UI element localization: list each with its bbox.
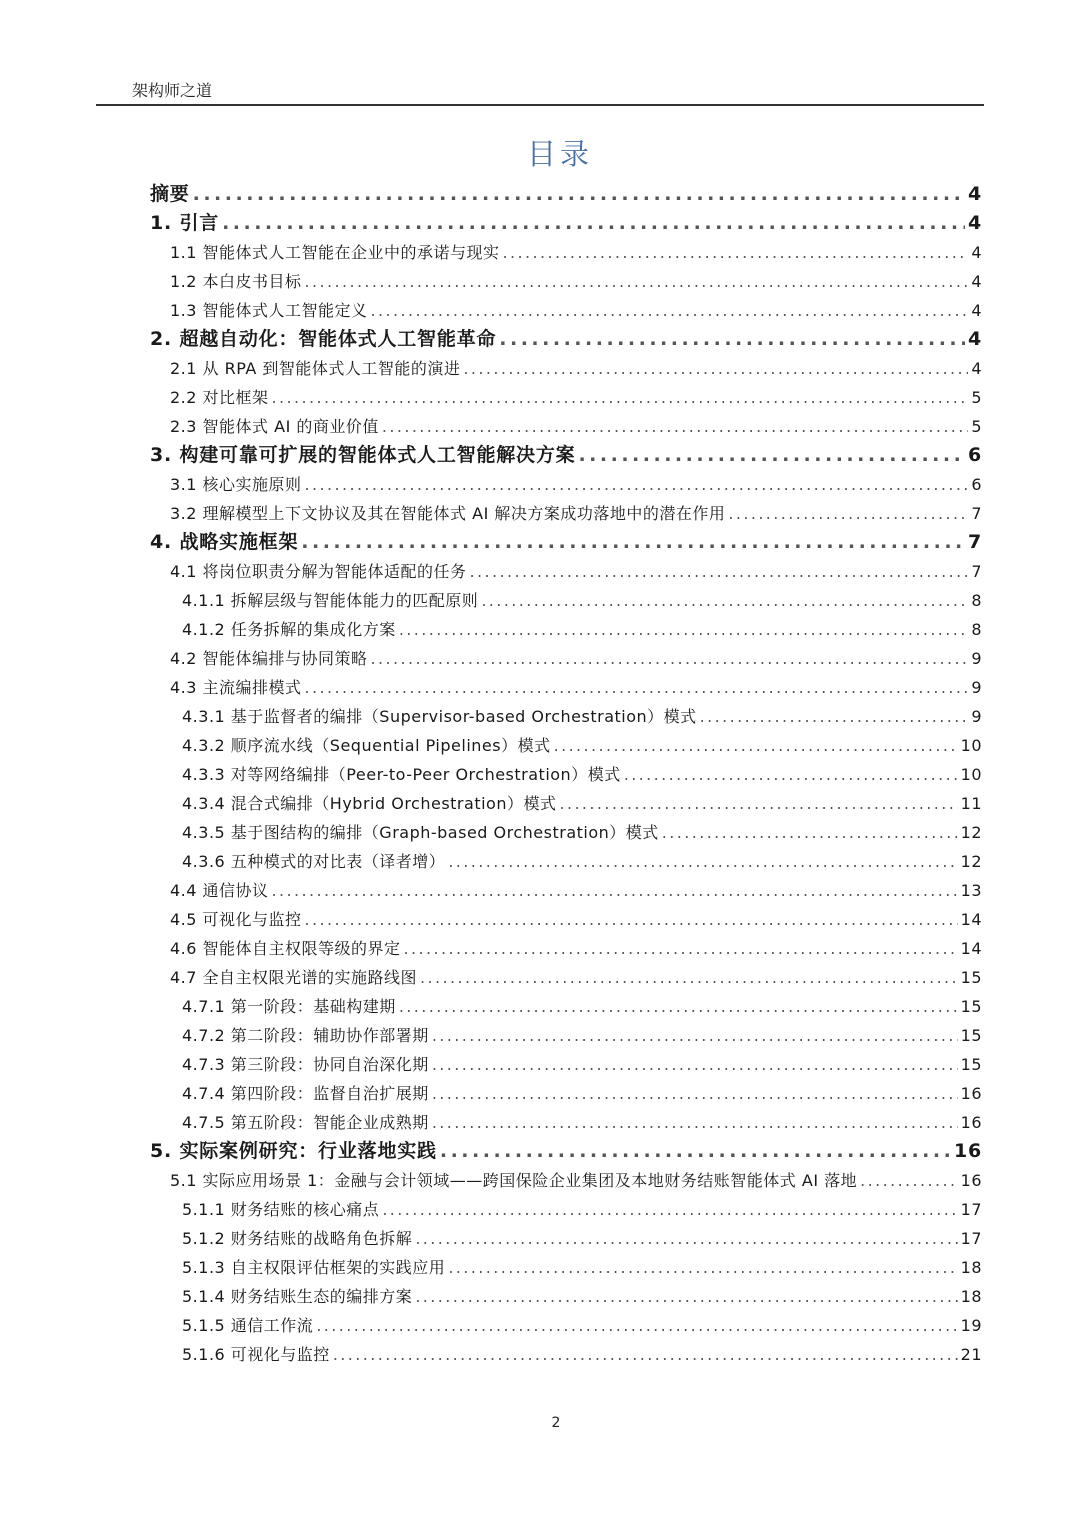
- toc-dot-leader: [404, 934, 958, 963]
- toc-entry-page: 17: [960, 1229, 982, 1248]
- toc-entry[interactable]: [182, 847, 982, 876]
- toc-dot-leader: [272, 876, 958, 905]
- toc-entry-page: 10: [960, 736, 982, 755]
- toc-entry-title: 4.3 主流编排模式: [170, 678, 302, 697]
- toc-dot-leader: [305, 905, 958, 934]
- toc-entry-page: 8: [971, 591, 982, 610]
- toc-dot-leader: [301, 528, 965, 557]
- toc-entry-title: 3.2 理解模型上下文协议及其在智能体式 AI 解决方案成功落地中的潜在作用: [170, 504, 726, 523]
- toc-entry[interactable]: [150, 209, 982, 238]
- toc-entry-title: 5. 实际案例研究：行业落地实践: [150, 1140, 437, 1162]
- toc-entry-page: 16: [960, 1171, 982, 1190]
- toc-entry[interactable]: [182, 1253, 982, 1282]
- toc-dot-leader: [420, 963, 958, 992]
- toc-entry[interactable]: [182, 731, 982, 760]
- toc-dot-leader: [448, 1253, 957, 1282]
- toc-entry[interactable]: [170, 267, 982, 296]
- toc-entry[interactable]: [150, 325, 982, 354]
- toc-dot-leader: [481, 586, 968, 615]
- toc-dot-leader: [860, 1166, 958, 1195]
- toc-entry-page: 16: [953, 1140, 982, 1162]
- toc-entry-title: 4.6 智能体自主权限等级的界定: [170, 939, 401, 958]
- toc-entry[interactable]: [170, 1166, 982, 1195]
- toc-entry[interactable]: [170, 876, 982, 905]
- toc-entry-title: 4.4 通信协议: [170, 881, 269, 900]
- toc-entry-title: 5.1 实际应用场景 1：金融与会计领域——跨国保险企业集团及本地财务结账智能体式 AI 落地: [170, 1171, 858, 1190]
- toc-dot-leader: [222, 209, 965, 238]
- toc-entry-page: 15: [960, 997, 982, 1016]
- toc-dot-leader: [316, 1311, 957, 1340]
- toc-entry-title: 4.3.5 基于图结构的编排（Graph-based Orchestration）模式: [182, 823, 659, 842]
- toc-entry-page: 13: [960, 881, 982, 900]
- toc-entry-title: 4.1.2 任务拆解的集成化方案: [182, 620, 396, 639]
- toc-entry-title: 4.7.5 第五阶段：智能企业成熟期: [182, 1113, 429, 1132]
- toc-entry[interactable]: [182, 760, 982, 789]
- toc-entry-title: 1.1 智能体式人工智能在企业中的承诺与现实: [170, 243, 500, 262]
- toc-entry-page: 7: [971, 504, 982, 523]
- toc-entry[interactable]: [170, 905, 982, 934]
- toc-entry-page: 4: [967, 328, 982, 350]
- toc-dot-leader: [415, 1282, 957, 1311]
- toc-dot-leader: [193, 180, 965, 209]
- toc-entry[interactable]: [150, 528, 982, 557]
- toc-entry-title: 4.3.3 对等网络编排（Peer-to-Peer Orchestration）模式: [182, 765, 621, 784]
- toc-entry[interactable]: [170, 470, 982, 499]
- toc-entry-page: 7: [971, 562, 982, 581]
- toc-entry[interactable]: [182, 1079, 982, 1108]
- toc-entry-page: 15: [960, 968, 982, 987]
- toc-dot-leader: [503, 238, 969, 267]
- toc-entry-title: 4.7.3 第三阶段：协同自治深化期: [182, 1055, 429, 1074]
- toc-dot-leader: [399, 992, 958, 1021]
- toc-dot-leader: [470, 557, 969, 586]
- toc-entry-page: 11: [960, 794, 982, 813]
- toc-dot-leader: [700, 702, 969, 731]
- toc-entry-page: 17: [960, 1200, 982, 1219]
- toc-dot-leader: [371, 296, 969, 325]
- toc-entry-page: 7: [967, 531, 982, 553]
- toc-dot-leader: [371, 644, 969, 673]
- toc-dot-leader: [559, 789, 957, 818]
- toc-entry-page: 18: [960, 1287, 982, 1306]
- toc-dot-leader: [432, 1079, 958, 1108]
- toc-entry-title: 3.1 核心实施原则: [170, 475, 302, 494]
- toc-entry-page: 12: [960, 823, 982, 842]
- toc-dot-leader: [305, 673, 969, 702]
- toc-entry-title: 4.7 全自主权限光谱的实施路线图: [170, 968, 418, 987]
- header-title: 架构师之道: [132, 81, 213, 100]
- toc-entry-title: 4.1 将岗位职责分解为智能体适配的任务: [170, 562, 467, 581]
- toc-entry-title: 2.1 从 RPA 到智能体式人工智能的演进: [170, 359, 461, 378]
- toc-entry[interactable]: [150, 180, 982, 209]
- toc-entry-title: 5.1.1 财务结账的核心痛点: [182, 1200, 380, 1219]
- toc-dot-leader: [499, 325, 965, 354]
- toc-dot-leader: [578, 441, 965, 470]
- toc-entry[interactable]: [170, 673, 982, 702]
- toc-entry-page: 9: [971, 678, 982, 697]
- toc-entry[interactable]: [170, 644, 982, 673]
- toc-title: 目录: [526, 137, 593, 171]
- toc-entry[interactable]: [170, 296, 982, 325]
- toc-dot-leader: [624, 760, 958, 789]
- toc-entry-title: 4.3.4 混合式编排（Hybrid Orchestration）模式: [182, 794, 557, 813]
- toc-entry-page: 5: [971, 388, 982, 407]
- toc-entry[interactable]: [170, 412, 982, 441]
- page-header: [96, 70, 984, 106]
- toc-entry-title: 4. 战略实施框架: [150, 531, 299, 553]
- page-number: 2: [551, 1415, 561, 1431]
- toc-entry[interactable]: [182, 615, 982, 644]
- toc-entry-page: 8: [971, 620, 982, 639]
- toc-entry-title: 2. 超越自动化：智能体式人工智能革命: [150, 328, 497, 350]
- toc-entry-title: 1. 引言: [150, 212, 220, 234]
- toc-entry-page: 5: [971, 417, 982, 436]
- toc-entry[interactable]: [182, 702, 982, 731]
- toc-entry-title: 4.7.4 第四阶段：监督自治扩展期: [182, 1084, 429, 1103]
- toc-dot-leader: [382, 412, 968, 441]
- toc-entry[interactable]: [170, 383, 982, 412]
- toc-entry-page: 6: [967, 444, 982, 466]
- toc-entry-title: 4.7.2 第二阶段：辅助协作部署期: [182, 1026, 429, 1045]
- toc-entry-page: 16: [960, 1084, 982, 1103]
- toc-entry[interactable]: [182, 992, 982, 1021]
- toc-entry[interactable]: [182, 1195, 982, 1224]
- toc-entry-page: 19: [960, 1316, 982, 1335]
- toc-dot-leader: [432, 1021, 958, 1050]
- toc-dot-leader: [305, 267, 969, 296]
- toc-entry-title: 5.1.4 财务结账生态的编排方案: [182, 1287, 413, 1306]
- toc-entry-page: 9: [971, 707, 982, 726]
- toc-dot-leader: [554, 731, 958, 760]
- toc-entry-page: 4: [967, 212, 982, 234]
- toc-dot-leader: [728, 499, 968, 528]
- toc-entry-page: 12: [960, 852, 982, 871]
- toc-dot-leader: [333, 1340, 958, 1369]
- toc-entry-page: 15: [960, 1026, 982, 1045]
- toc-entry[interactable]: [150, 1137, 982, 1166]
- toc-entry-page: 21: [960, 1345, 982, 1364]
- toc-entry[interactable]: [182, 818, 982, 847]
- toc-dot-leader: [272, 383, 969, 412]
- toc-dot-leader: [432, 1050, 958, 1079]
- toc-entry-title: 3. 构建可靠可扩展的智能体式人工智能解决方案: [150, 444, 576, 466]
- toc-entry-page: 16: [960, 1113, 982, 1132]
- toc-entry-page: 4: [971, 272, 982, 291]
- toc-dot-leader: [463, 354, 968, 383]
- toc-dot-leader: [415, 1224, 957, 1253]
- toc-entry-page: 18: [960, 1258, 982, 1277]
- toc-entry-page: 15: [960, 1055, 982, 1074]
- toc-entry-page: 6: [971, 475, 982, 494]
- toc-entry-page: 14: [960, 939, 982, 958]
- toc-entry-title: 4.3.1 基于监督者的编排（Supervisor-based Orchestration）模式: [182, 707, 697, 726]
- toc-entry[interactable]: [182, 789, 982, 818]
- toc-dot-leader: [662, 818, 958, 847]
- toc-dot-leader: [305, 470, 969, 499]
- toc-dot-leader: [432, 1108, 958, 1137]
- toc-entry-title: 4.5 可视化与监控: [170, 910, 302, 929]
- toc-entry[interactable]: [170, 934, 982, 963]
- toc-entry-page: 4: [967, 183, 982, 205]
- toc-entry-title: 1.3 智能体式人工智能定义: [170, 301, 368, 320]
- toc-entry[interactable]: [170, 557, 982, 586]
- toc-entry[interactable]: [170, 499, 982, 528]
- toc-entry-page: 4: [971, 359, 982, 378]
- toc-dot-leader: [448, 847, 957, 876]
- toc-entry[interactable]: [182, 1108, 982, 1137]
- toc-entry-page: 10: [960, 765, 982, 784]
- toc-entry-title: 4.7.1 第一阶段：基础构建期: [182, 997, 396, 1016]
- toc-entry[interactable]: [170, 354, 982, 383]
- toc-entry[interactable]: [182, 1340, 982, 1369]
- toc-entry-title: 5.1.6 可视化与监控: [182, 1345, 330, 1364]
- toc-entry-page: 4: [971, 243, 982, 262]
- toc-entry[interactable]: [182, 1050, 982, 1079]
- toc-entry[interactable]: [170, 238, 982, 267]
- toc-dot-leader: [440, 1137, 951, 1166]
- toc-entry-title: 摘要: [150, 183, 190, 205]
- toc-entry-page: 4: [971, 301, 982, 320]
- toc-entry[interactable]: [182, 1021, 982, 1050]
- toc-entry[interactable]: [182, 1224, 982, 1253]
- toc-entry-title: 5.1.5 通信工作流: [182, 1316, 314, 1335]
- toc-dot-leader: [382, 1195, 957, 1224]
- toc-entry-title: 2.2 对比框架: [170, 388, 269, 407]
- toc-entry-title: 4.2 智能体编排与协同策略: [170, 649, 368, 668]
- toc-entry[interactable]: [182, 1311, 982, 1340]
- toc-entry-page: 14: [960, 910, 982, 929]
- toc-entry-page: 9: [971, 649, 982, 668]
- toc-entry-title: 1.2 本白皮书目标: [170, 272, 302, 291]
- toc-entry-title: 4.3.2 顺序流水线（Sequential Pipelines）模式: [182, 736, 551, 755]
- toc-dot-leader: [399, 615, 969, 644]
- toc-entry-title: 4.3.6 五种模式的对比表（译者增）: [182, 852, 446, 871]
- toc-entry[interactable]: [182, 1282, 982, 1311]
- toc-entry-title: 2.3 智能体式 AI 的商业价值: [170, 417, 379, 436]
- toc-entry[interactable]: [150, 441, 982, 470]
- toc-entry-title: 5.1.3 自主权限评估框架的实践应用: [182, 1258, 446, 1277]
- toc-entry-title: 4.1.1 拆解层级与智能体能力的匹配原则: [182, 591, 479, 610]
- toc-entry-title: 5.1.2 财务结账的战略角色拆解: [182, 1229, 413, 1248]
- toc-entry[interactable]: [182, 586, 982, 615]
- toc-entry[interactable]: [170, 963, 982, 992]
